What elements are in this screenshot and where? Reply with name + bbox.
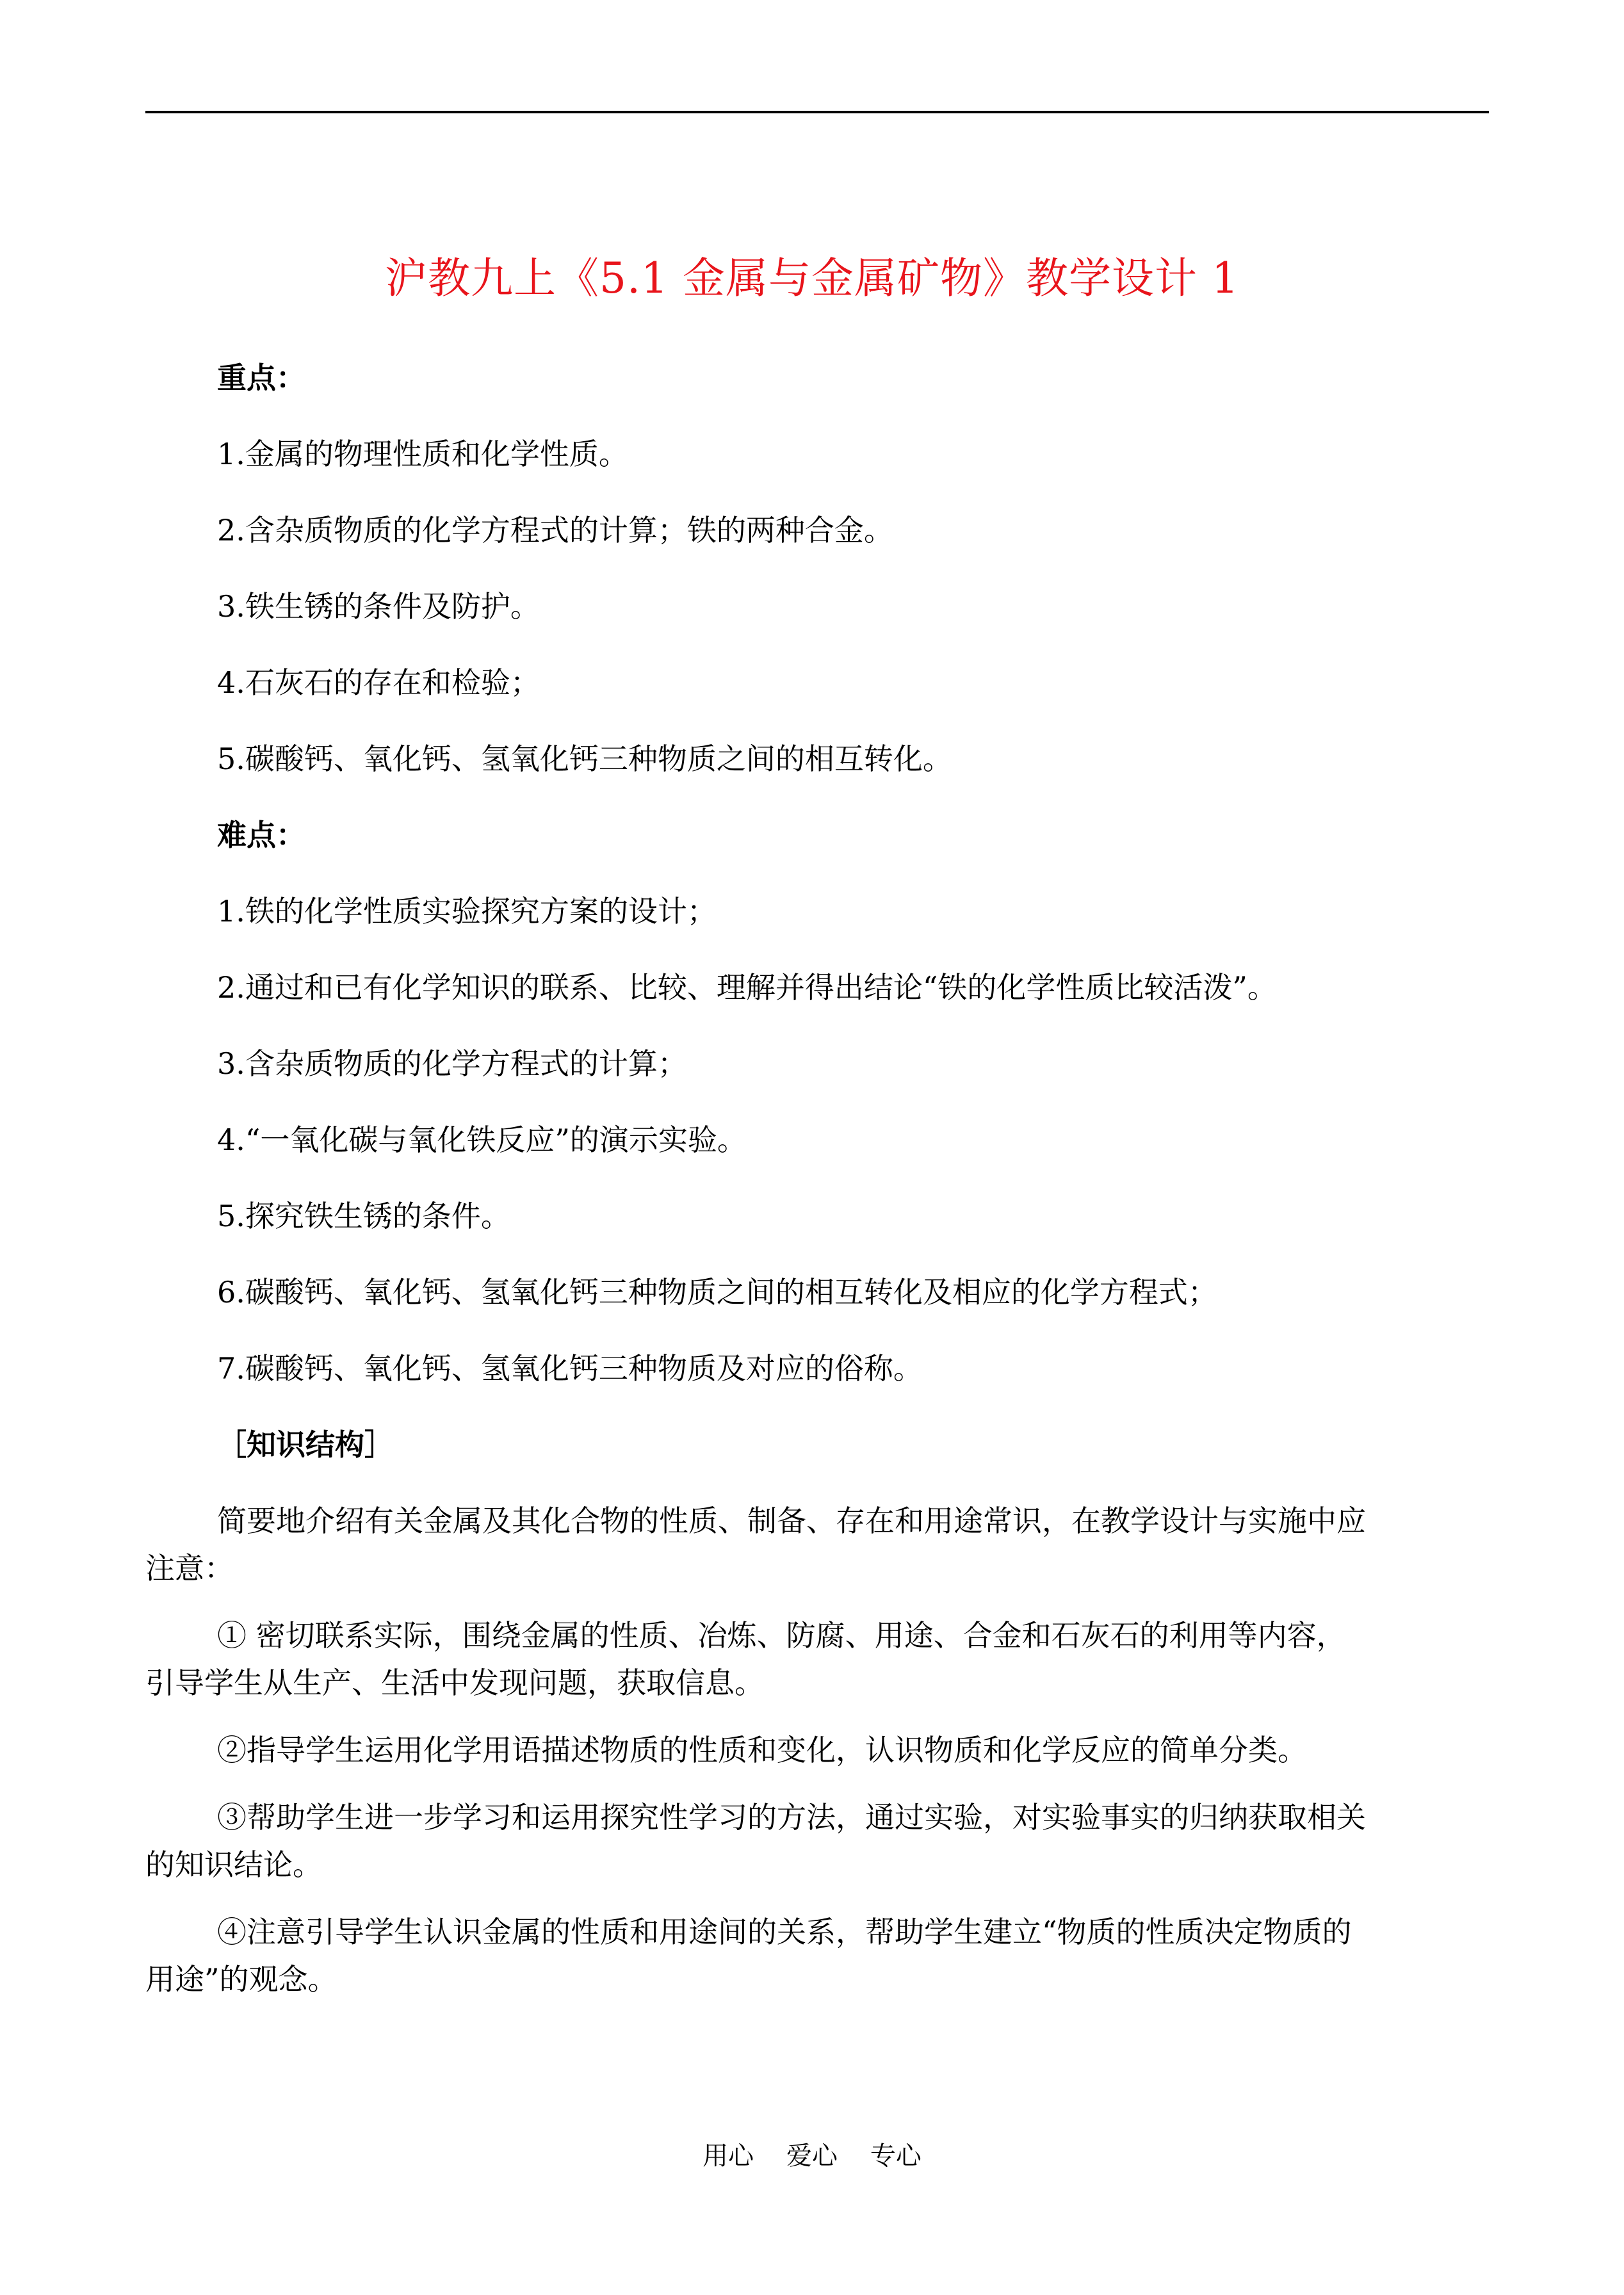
- difficult-points-heading: 难点：: [217, 818, 305, 852]
- difficult-point-item: 4.“一氧化碳与氧化铁反应”的演示实验。: [217, 1123, 747, 1157]
- key-point-item: 4.石灰石的存在和检验；: [217, 665, 540, 700]
- key-point-item: 5.碳酸钙、氧化钙、氢氧化钙三种物质之间的相互转化。: [217, 742, 952, 776]
- knowledge-point-paragraph: [145, 1798, 1489, 1884]
- paragraph-line: ②指导学生运用化学用语描述物质的性质和变化，认识物质和化学反应的简单分类。: [217, 1733, 1307, 1767]
- key-point-item: 2.含杂质物质的化学方程式的计算；铁的两种合金。: [217, 513, 893, 547]
- key-point-item: 3.铁生锈的条件及防护。: [217, 589, 540, 624]
- difficult-point-item: 6.碳酸钙、氧化钙、氢氧化钙三种物质之间的相互转化及相应的化学方程式；: [217, 1275, 1217, 1310]
- document-title: 沪教九上《5.1 金属与金属矿物》教学设计 1: [385, 254, 1239, 303]
- difficult-point-item: 7.碳酸钙、氧化钙、氢氧化钙三种物质及对应的俗称。: [217, 1351, 923, 1386]
- document-body: [145, 359, 1489, 2027]
- difficult-point-item: 5.探究铁生锈的条件。: [217, 1199, 510, 1233]
- paragraph-line: ④注意引导学生认识金属的性质和用途间的关系，帮助学生建立“物质的性质决定物质的: [217, 1915, 1352, 1949]
- paragraph-line: 简要地介绍有关金属及其化合物的性质、制备、存在和用途常识，在教学设计与实施中应: [217, 1504, 1366, 1538]
- paragraph-line: 的知识结论。: [145, 1847, 322, 1882]
- paragraph-line: 用途”的观念。: [145, 1962, 337, 1997]
- paragraph-line: 引导学生从生产、生活中发现问题，获取信息。: [145, 1666, 764, 1700]
- difficult-point-item: 3.含杂质物质的化学方程式的计算；: [217, 1046, 687, 1081]
- paragraph-line: 注意：: [145, 1551, 234, 1585]
- knowledge-structure-heading: ［知识结构］: [217, 1427, 394, 1462]
- knowledge-intro-paragraph: [145, 1502, 1489, 1587]
- paragraph-line: ③帮助学生进一步学习和运用探究性学习的方法，通过实验，对实验事实的归纳获取相关: [217, 1800, 1366, 1835]
- difficult-point-item: 2.通过和已有化学知识的联系、比较、理解并得出结论“铁的化学性质比较活泼”。: [217, 970, 1277, 1005]
- key-point-item: 1.金属的物理性质和化学性质。: [217, 437, 628, 471]
- knowledge-point-paragraph: [145, 1913, 1489, 1999]
- key-points-heading: 重点：: [217, 361, 305, 395]
- header-rule: [145, 111, 1489, 113]
- difficult-point-item: 1.铁的化学性质实验探究方案的设计；: [217, 894, 717, 929]
- knowledge-point-paragraph: [145, 1731, 1489, 1769]
- knowledge-point-paragraph: [145, 1616, 1489, 1702]
- paragraph-line: ① 密切联系实际，围绕金属的性质、冶炼、防腐、用途、合金和石灰石的利用等内容，: [217, 1618, 1346, 1653]
- page-footer: 用心 爱心 专心: [702, 2141, 922, 2171]
